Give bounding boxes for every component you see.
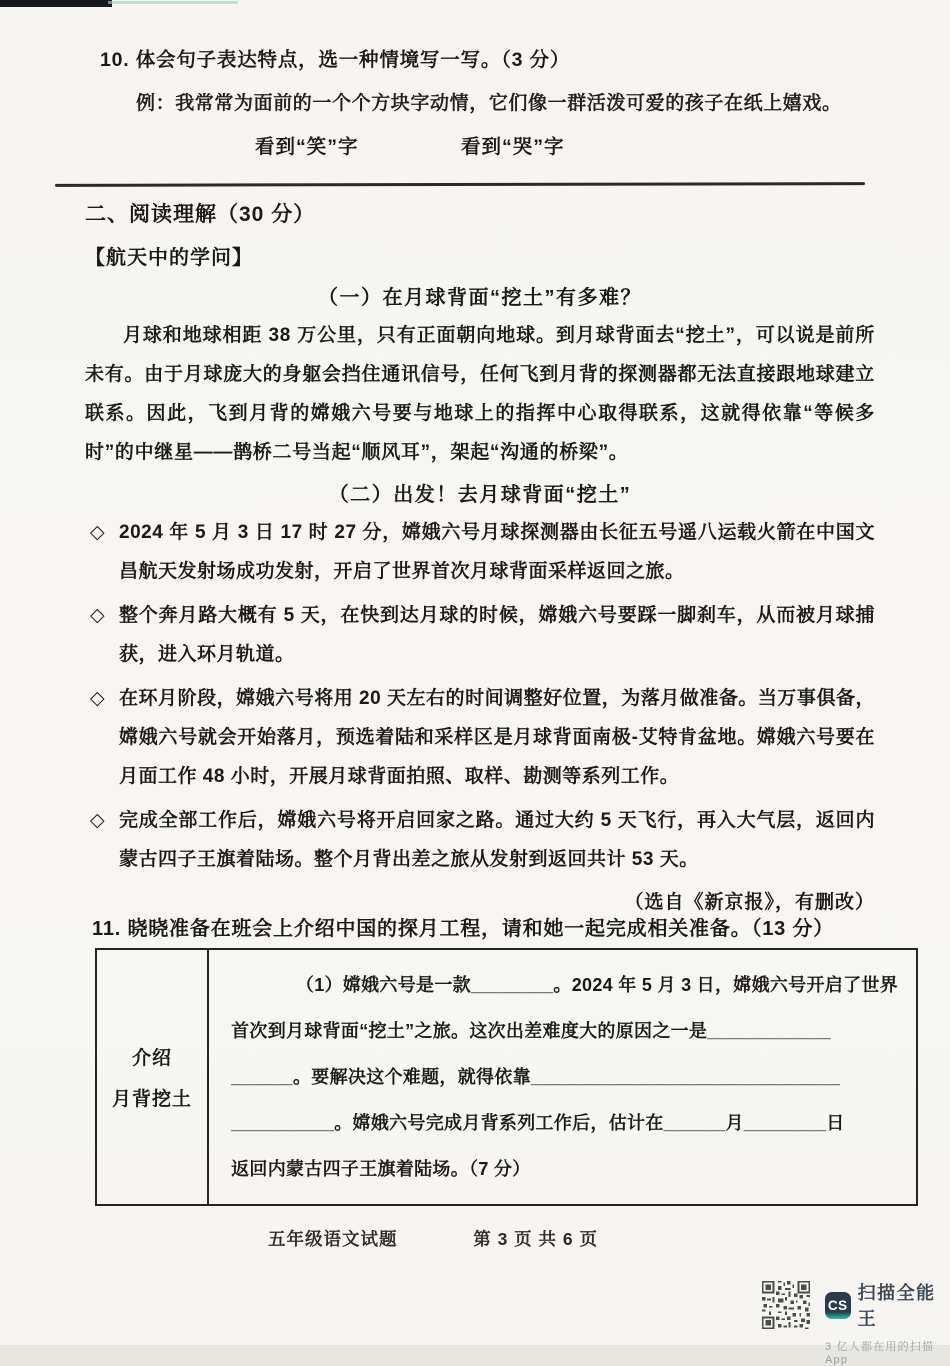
section-divider-line bbox=[55, 182, 865, 187]
passage-2-bullet-2 bbox=[85, 596, 875, 674]
passage-2-bullet-1 bbox=[85, 513, 875, 591]
passage-2-heading: （二）出发！去月球背面“挖土” bbox=[328, 484, 632, 506]
fill-in-line-3: ______。要解决这个难题，就得依靠______________________________ bbox=[231, 1067, 841, 1087]
footer-doc-title: 五年级语文试题 bbox=[268, 1229, 398, 1249]
fill-in-line-5: 返回内蒙古四子王旗着陆场。（7 分） bbox=[231, 1159, 531, 1179]
fill-in-line-1: （1）嫦娥六号是一款________。2024 年 5 月 3 日，嫦娥六号开启了世界 bbox=[295, 975, 898, 995]
row-label-line-2: 月背挖土 bbox=[112, 1089, 193, 1110]
diamond-bullet-icon: ◇ bbox=[90, 605, 106, 626]
question-11-answer-table bbox=[95, 948, 918, 1206]
footer-page-number: 第 3 页 共 6 页 bbox=[473, 1229, 598, 1249]
question-10-title: 10. 体会句子表达特点，选一种情境写一写。（3 分） bbox=[100, 49, 571, 71]
question-11-title: 11. 晓晓准备在班会上介绍中国的探月工程，请和她一起完成相关准备。（13 分） bbox=[92, 918, 835, 940]
watermark-text-block bbox=[825, 1279, 950, 1366]
page-footer bbox=[268, 1226, 598, 1251]
table-fill-in-cell bbox=[209, 950, 916, 1204]
option-cry-character: 看到“哭”字 bbox=[460, 136, 565, 158]
scan-edge-artifact-teal bbox=[108, 1, 238, 4]
source-attribution: （选自《新京报》，有删改） bbox=[624, 892, 875, 913]
camscanner-watermark bbox=[760, 1279, 950, 1366]
passage-1-heading: （一）在月球背面“挖土”有多难？ bbox=[318, 287, 642, 309]
diamond-bullet-icon: ◇ bbox=[90, 688, 106, 709]
bullet-3-text: 在环月阶段，嫦娥六号将用 20 天左右的时间调整好位置，为落月做准备。当万事俱备，嫦娥六号就会开始落月，预选着陆和采样区是月球背面南极-艾特肯盆地。嫦娥六号要在月面工作 48 小时，开展月球背面拍照、取样、勘测等系列工作。 bbox=[119, 688, 875, 787]
bullet-1-text: 2024 年 5 月 3 日 17 时 27 分，嫦娥六号月球探测器由长征五号遥八运载火箭在中国文昌航天发射场成功发射，开启了世界首次月球背面采样返回之旅。 bbox=[119, 522, 875, 582]
fill-in-line-4: __________。嫦娥六号完成月背系列工作后，估计在______月________日 bbox=[231, 1113, 845, 1133]
row-label-line-1: 介绍 bbox=[132, 1048, 173, 1069]
scan-edge-artifact bbox=[0, 0, 112, 7]
qr-code-icon bbox=[760, 1279, 812, 1331]
table-row-label bbox=[97, 950, 209, 1204]
camscanner-app-name: 扫描全能王 bbox=[857, 1283, 936, 1329]
camscanner-tagline: 3 亿人都在用的扫描App bbox=[825, 1341, 935, 1366]
passage-1-paragraph: 月球和地球相距 38 万公里，只有正面朝向地球。到月球背面去“挖土”，可以说是前所未有。由于月球庞大的身躯会挡住通讯信号，任何飞到月背的探测器都无法直接跟地球建立联系。因此，飞到月背的嫦娥六号要与地球上的指挥中心取得联系，这就得依靠“等候多时”的中继星——鹊桥二号当起“顺风耳”，架起“沟通的桥梁”。 bbox=[85, 325, 875, 463]
fill-in-line-2: 首次到月球背面“挖土”之旅。这次出差难度大的原因之一是____________ bbox=[231, 1021, 831, 1041]
reading-comprehension-section bbox=[85, 198, 875, 922]
question-10-options bbox=[255, 131, 890, 159]
diamond-bullet-icon: ◇ bbox=[90, 522, 106, 543]
reading-topic-label: 【航天中的学问】 bbox=[85, 247, 253, 269]
camscanner-logo-icon: CS bbox=[825, 1292, 851, 1319]
passage-2-bullet-4 bbox=[85, 801, 875, 879]
question-10-block bbox=[100, 44, 890, 159]
passage-2-bullet-3 bbox=[85, 679, 875, 796]
section-2-heading: 二、阅读理解（30 分） bbox=[85, 203, 316, 226]
option-smile-character: 看到“笑”字 bbox=[255, 136, 359, 158]
bullet-2-text: 整个奔月路大概有 5 天，在快到达月球的时候，嫦娥六号要踩一脚刹车，从而被月球捕获，进入环月轨道。 bbox=[119, 605, 875, 665]
bullet-4-text: 完成全部工作后，嫦娥六号将开启回家之路。通过大约 5 天飞行，再入大气层，返回内蒙古四子王旗着陆场。整个月背出差之旅从发射到返回共计 53 天。 bbox=[119, 810, 875, 870]
diamond-bullet-icon: ◇ bbox=[90, 810, 106, 831]
question-10-example: 例：我常常为面前的一个个方块字动情，它们像一群活泼可爱的孩子在纸上嬉戏。 bbox=[136, 93, 842, 114]
